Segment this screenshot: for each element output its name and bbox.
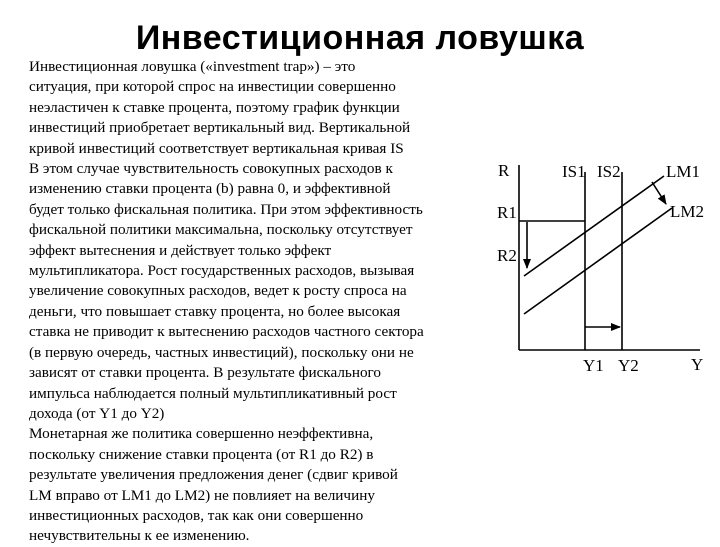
text-line: ситуация, при которой спрос на инвестиции совершенно <box>29 78 396 96</box>
text-line: нечувствительны к ее изменению. <box>29 527 250 545</box>
text-line: деньги, что повышает ставку процента, но более высокая <box>29 302 401 320</box>
text-line: увеличение совокупных расходов, ведет к росту спроса на <box>29 282 407 300</box>
page-title: Инвестиционная ловушка <box>135 19 585 57</box>
y-axis-label: Y <box>691 355 704 374</box>
text-line: неэластичен к ставке процента, поэтому график функции <box>29 98 400 116</box>
text-line: дохода (от Y1 до Y2) <box>29 404 165 422</box>
is2-label: IS2 <box>597 162 621 181</box>
text-line: инвестиционных расходов, так как они совершенно <box>29 506 364 524</box>
text-line: изменению ставки процента (b) равна 0, и эффективной <box>29 180 391 198</box>
lm2-label: LM2 <box>670 202 704 221</box>
text-line: кривой инвестиций соответствует вертикальная кривая IS <box>29 139 404 157</box>
r2-label: R2 <box>497 246 517 265</box>
text-line: В этом случае чувствительность совокупных расходов к <box>29 160 393 178</box>
y1-label: Y1 <box>583 356 604 375</box>
text-line: импульса наблюдается полный мультипликативный рост <box>29 384 397 402</box>
text-line: будет только фискальная политика. При этом эффективность <box>29 200 423 218</box>
is1-label: IS1 <box>562 162 586 181</box>
text-line: эффект вытеснения и действует только эффект <box>29 241 332 259</box>
lm-shift-arrow <box>652 182 666 204</box>
text-line: поскольку снижение ставки процента (от R1 до R2) в <box>29 445 374 463</box>
text-line: зависят от ставки процента. В результате фискального <box>29 364 382 382</box>
text-line: Монетарная же политика совершенно неэффективна, <box>29 425 374 443</box>
lm1-curve <box>524 176 664 276</box>
r1-label: R1 <box>497 203 517 222</box>
text-line: Инвестиционная ловушка («investment trap») – это <box>29 58 356 75</box>
text-line: результате увеличения предложения денег (сдвиг кривой <box>29 466 398 484</box>
text-line: ставка не приводит к вытеснению расходов частного сектора <box>29 323 424 341</box>
text-line: инвестиций приобретает вертикальный вид. Вертикальной <box>29 119 411 137</box>
y2-label: Y2 <box>618 356 639 375</box>
text-line: LM вправо от LM1 до LM2) не повлияет на величину <box>29 486 375 504</box>
text-line: мультипликатора. Рост государственных расходов, вызывая <box>29 262 415 280</box>
text-line: фискальной политики максимальна, поскольку отсутствует <box>29 221 413 239</box>
text-line: (в первую очередь, частных инвестиций), поскольку они не <box>29 343 414 361</box>
lm1-label: LM1 <box>666 162 700 181</box>
r-axis-label: R <box>498 161 510 180</box>
